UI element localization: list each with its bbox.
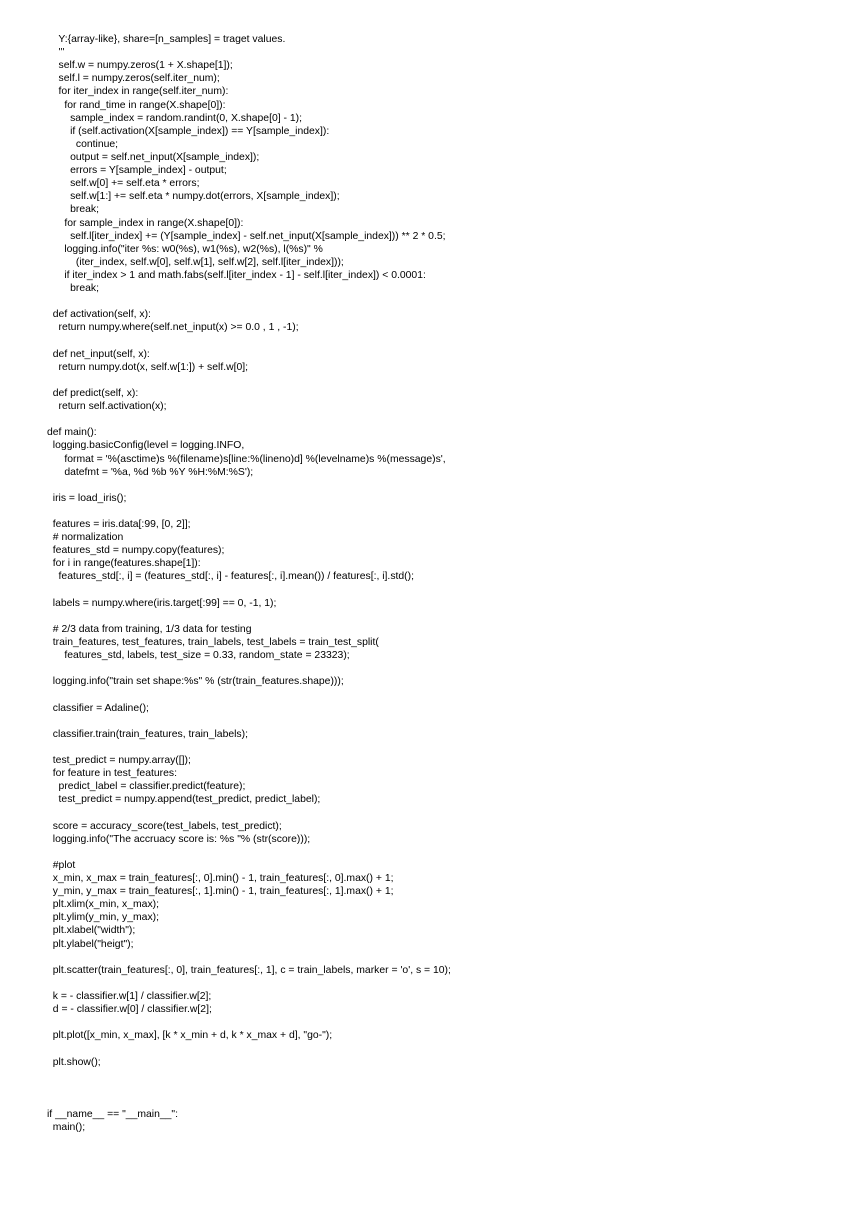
code-line: errors = Y[sample_index] - output; (47, 165, 227, 177)
code-line: for iter_index in range(self.iter_num): (47, 86, 229, 98)
code-line: features_std, labels, test_size = 0.33, random_state = 23323); (47, 650, 350, 662)
code-line (47, 741, 847, 754)
code-line: test_predict = numpy.append(test_predict, predict_label); (47, 794, 321, 806)
code-line: classifier = Adaline(); (47, 702, 149, 714)
code-line: y_min, y_max = train_features[:, 1].min() - 1, train_features[:, 1].max() + 1; (47, 886, 394, 898)
code-line: break; (47, 283, 99, 295)
code-line: self.l = numpy.zeros(self.iter_num); (47, 73, 220, 85)
code-line (47, 1082, 847, 1095)
code-line: (iter_index, self.w[0], self.w[1], self.w[2], self.l[iter_index])); (47, 256, 344, 268)
code-line: self.w[0] += self.eta * errors; (47, 178, 200, 190)
code-line: def net_input(self, x): (47, 348, 150, 360)
code-line: output = self.net_input(X[sample_index]); (47, 151, 260, 163)
code-line (47, 1069, 847, 1082)
code-line: Y:{array-like}, share=[n_samples] = traget values. (47, 34, 286, 45)
code-line: for feature in test_features: (47, 768, 177, 780)
code-line: main(); (47, 1122, 86, 1134)
code-line: if __name__ == "__main__": (47, 1108, 178, 1120)
code-line (47, 977, 847, 990)
code-line: return self.activation(x); (47, 401, 167, 413)
code-line (47, 479, 847, 492)
code-line: if iter_index > 1 and math.fabs(self.l[iter_index - 1] - self.l[iter_index]) < 0.0001: (47, 269, 426, 281)
code-line: def activation(self, x): (47, 309, 151, 321)
code-line: for rand_time in range(X.shape[0]): (47, 99, 226, 111)
code-line (47, 846, 847, 859)
code-listing (47, 33, 847, 1134)
code-line: classifier.train(train_features, train_labels); (47, 728, 248, 740)
code-line: logging.info("iter %s: w0(%s), w1(%s), w2(%s), l(%s)" % (47, 243, 323, 255)
code-line (47, 688, 847, 701)
code-line (47, 295, 847, 308)
code-line: return numpy.dot(x, self.w[1:]) + self.w[0]; (47, 361, 249, 373)
code-line: ''' (47, 47, 65, 59)
code-line: d = - classifier.w[0] / classifier.w[2]; (47, 1004, 212, 1016)
code-line: logging.info("train set shape:%s" % (str(train_features.shape))); (47, 676, 344, 688)
code-line: # 2/3 data from training, 1/3 data for testing (47, 623, 252, 635)
code-line: def main(): (47, 427, 97, 439)
code-line: for sample_index in range(X.shape[0]): (47, 217, 244, 229)
code-line: sample_index = random.randint(0, X.shape[0] - 1); (47, 112, 302, 124)
code-line: logging.info("The accruacy score is: %s "% (str(score))); (47, 833, 311, 845)
code-line: self.w = numpy.zeros(1 + X.shape[1]); (47, 60, 233, 72)
code-line: datefmt = '%a, %d %b %Y %H:%M:%S'); (47, 466, 254, 478)
code-line: train_features, test_features, train_labels, test_labels = train_test_split( (47, 637, 379, 649)
code-line (47, 584, 847, 597)
code-line (47, 413, 847, 426)
code-line: features_std[:, i] = (features_std[:, i] - features[:, i].mean()) / features[:, i].std(); (47, 571, 414, 583)
code-line: #plot (47, 859, 76, 871)
code-line: labels = numpy.where(iris.target[:99] == 0, -1, 1); (47, 597, 277, 609)
code-line: k = - classifier.w[1] / classifier.w[2]; (47, 990, 212, 1002)
code-line: for i in range(features.shape[1]): (47, 558, 201, 570)
code-line: def predict(self, x): (47, 387, 139, 399)
code-line: break; (47, 204, 99, 216)
code-line: x_min, x_max = train_features[:, 0].min() - 1, train_features[:, 0].max() + 1; (47, 873, 394, 884)
code-line: if (self.activation(X[sample_index]) == Y[sample_index]): (47, 125, 330, 137)
code-line (47, 1095, 847, 1108)
code-line: return numpy.where(self.net_input(x) >= 0.0 , 1 , -1); (47, 322, 299, 334)
code-line (47, 335, 847, 348)
code-line: predict_label = classifier.predict(feature); (47, 781, 246, 793)
code-line: logging.basicConfig(level = logging.INFO, (47, 440, 245, 452)
code-line: continue; (47, 138, 119, 150)
code-line (47, 806, 847, 819)
code-line: self.l[iter_index] += (Y[sample_index] - self.net_input(X[sample_index])) ** 2 * 0.5; (47, 230, 446, 242)
code-line: plt.xlim(x_min, x_max); (47, 899, 160, 911)
code-line (47, 610, 847, 623)
code-line (47, 1042, 847, 1055)
code-line: plt.xlabel("width"); (47, 925, 136, 937)
code-line: # normalization (47, 532, 124, 544)
code-line (47, 715, 847, 728)
code-line: plt.ylabel("heigt"); (47, 938, 134, 950)
code-line: features = iris.data[:99, [0, 2]]; (47, 519, 191, 531)
code-line (47, 662, 847, 675)
code-line (47, 951, 847, 964)
code-line: self.w[1:] += self.eta * numpy.dot(errors, X[sample_index]); (47, 191, 340, 203)
code-line: iris = load_iris(); (47, 492, 127, 504)
code-line: plt.scatter(train_features[:, 0], train_features[:, 1], c = train_labels, marker = 'o', s = 10); (47, 964, 451, 976)
code-line: format = '%(asctime)s %(filename)s[line:%(lineno)d] %(levelname)s %(message)s', (47, 453, 446, 465)
code-line: score = accuracy_score(test_labels, test_predict); (47, 820, 282, 832)
code-line: plt.show(); (47, 1056, 101, 1068)
code-line: test_predict = numpy.array([]); (47, 755, 191, 767)
code-line (47, 505, 847, 518)
code-line: plt.plot([x_min, x_max], [k * x_min + d, k * x_max + d], "go-"); (47, 1030, 333, 1042)
code-line: plt.ylim(y_min, y_max); (47, 912, 160, 924)
code-line (47, 1016, 847, 1029)
code-line (47, 374, 847, 387)
code-line: features_std = numpy.copy(features); (47, 545, 225, 557)
